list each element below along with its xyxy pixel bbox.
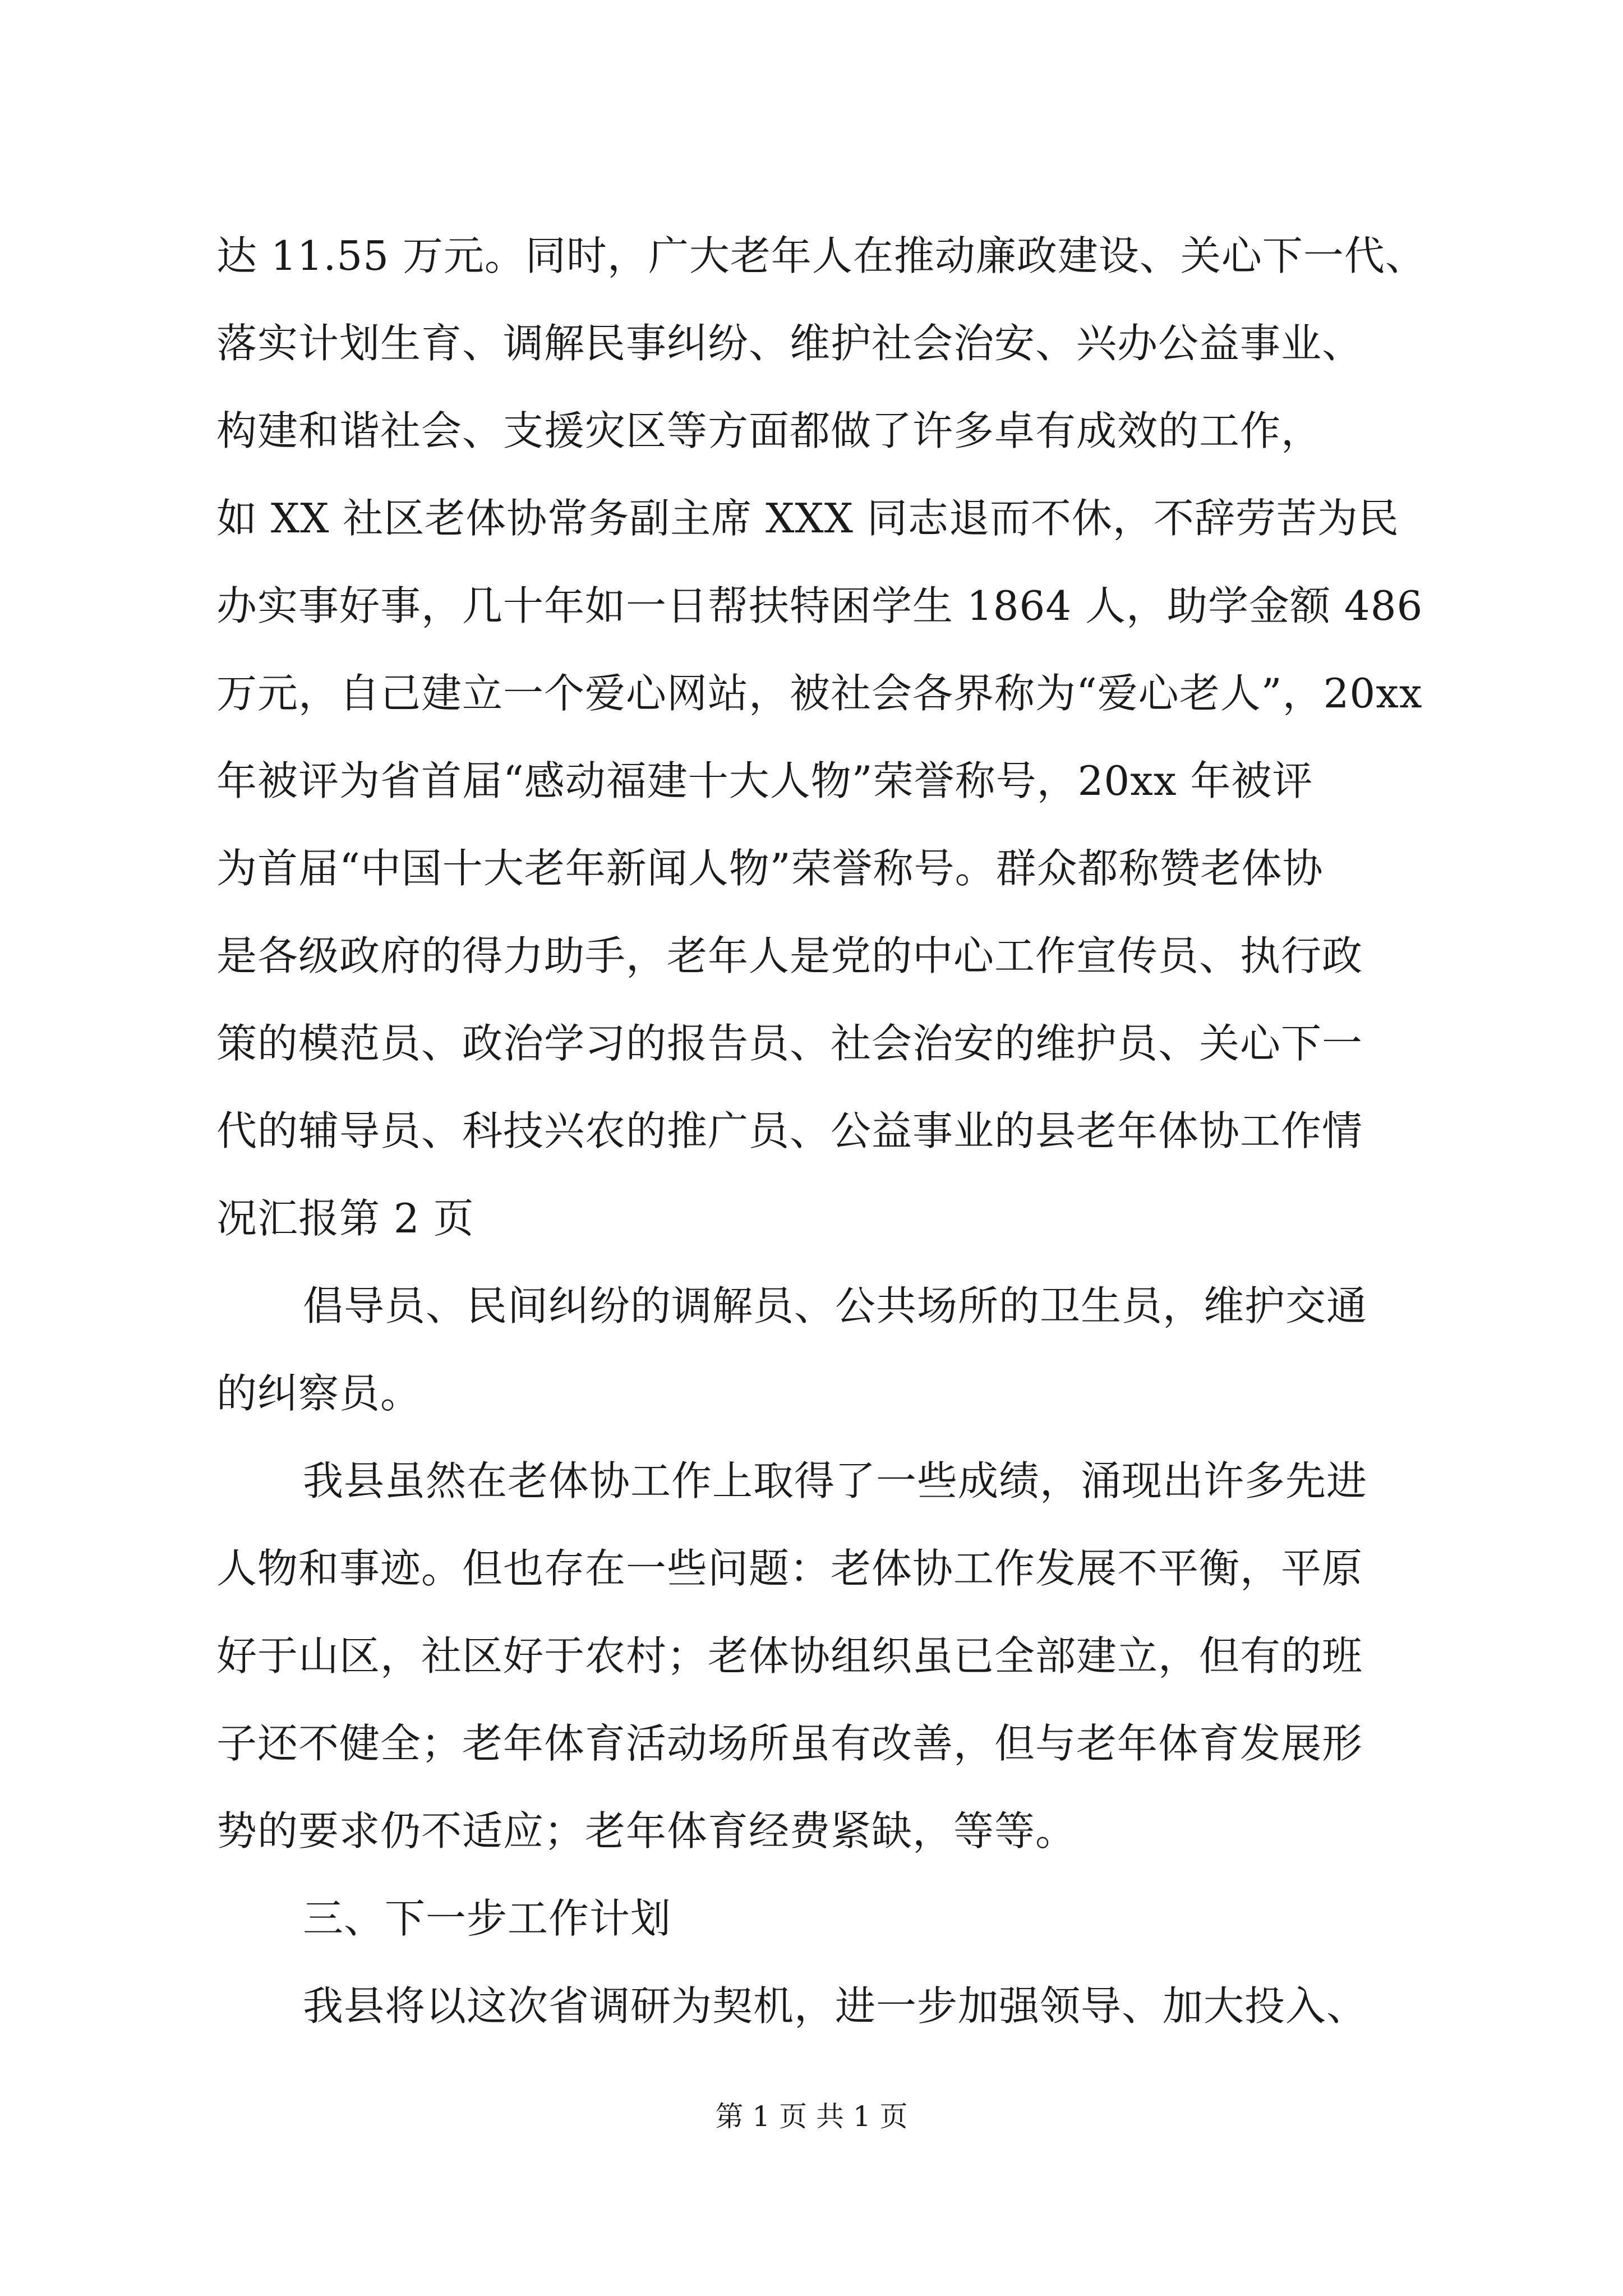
paragraph-start-line: 我县虽然在老体协工作上取得了一些成绩，涌现出许多先进 xyxy=(303,1457,1368,1504)
paragraph-start-line: 倡导员、民间纠纷的调解员、公共场所的卫生员，维护交通 xyxy=(303,1282,1368,1329)
text-line: 落实计划生育、调解民事纠纷、维护社会治安、兴办公益事业、 xyxy=(216,320,1363,367)
text-line: 为首届“中国十大老年新闻人物”荣誉称号。群众都称赞老体协 xyxy=(216,845,1324,892)
text-line: 的纠察员。 xyxy=(216,1370,422,1417)
text-line: 达 11.55 万元。同时，广大老年人在推动廉政建设、关心下一代、 xyxy=(216,232,1426,279)
page-footer: 第 1 页 共 1 页 xyxy=(715,2100,908,2133)
text-line: 人物和事迹。但也存在一些问题：老体协工作发展不平衡，平原 xyxy=(216,1545,1363,1592)
text-line: 办实事好事，几十年如一日帮扶特困学生 1864 人，助学金额 486 xyxy=(216,582,1423,629)
text-line: 如 XX 社区老体协常务副主席 XXX 同志退而不休，不辞劳苦为民 xyxy=(216,495,1399,542)
text-line: 年被评为省首届“感动福建十大人物”荣誉称号，20xx 年被评 xyxy=(216,757,1313,804)
text-line: 好于山区，社区好于农村；老体协组织虽已全部建立，但有的班 xyxy=(216,1632,1363,1680)
section-heading: 三、下一步工作计划 xyxy=(303,1895,672,1942)
text-line: 是各级政府的得力助手，老年人是党的中心工作宣传员、执行政 xyxy=(216,932,1363,979)
paragraph-start-line: 我县将以这次省调研为契机，进一步加强领导、加大投入、 xyxy=(303,1982,1368,2030)
document-body xyxy=(216,212,1439,2050)
text-line: 况汇报第 2 页 xyxy=(216,1195,474,1242)
text-line: 势的要求仍不适应；老年体育经费紧缺，等等。 xyxy=(216,1807,1077,1855)
text-line: 万元，自己建立一个爱心网站，被社会各界称为“爱心老人”，20xx xyxy=(216,670,1423,717)
text-line: 子还不健全；老年体育活动场所虽有改善，但与老年体育发展形 xyxy=(216,1720,1363,1767)
text-line: 构建和谐社会、支援灾区等方面都做了许多卓有成效的工作， xyxy=(216,407,1322,454)
text-line: 代的辅导员、科技兴农的推广员、公益事业的县老年体协工作情 xyxy=(216,1107,1363,1154)
text-line: 策的模范员、政治学习的报告员、社会治安的维护员、关心下一 xyxy=(216,1020,1363,1067)
